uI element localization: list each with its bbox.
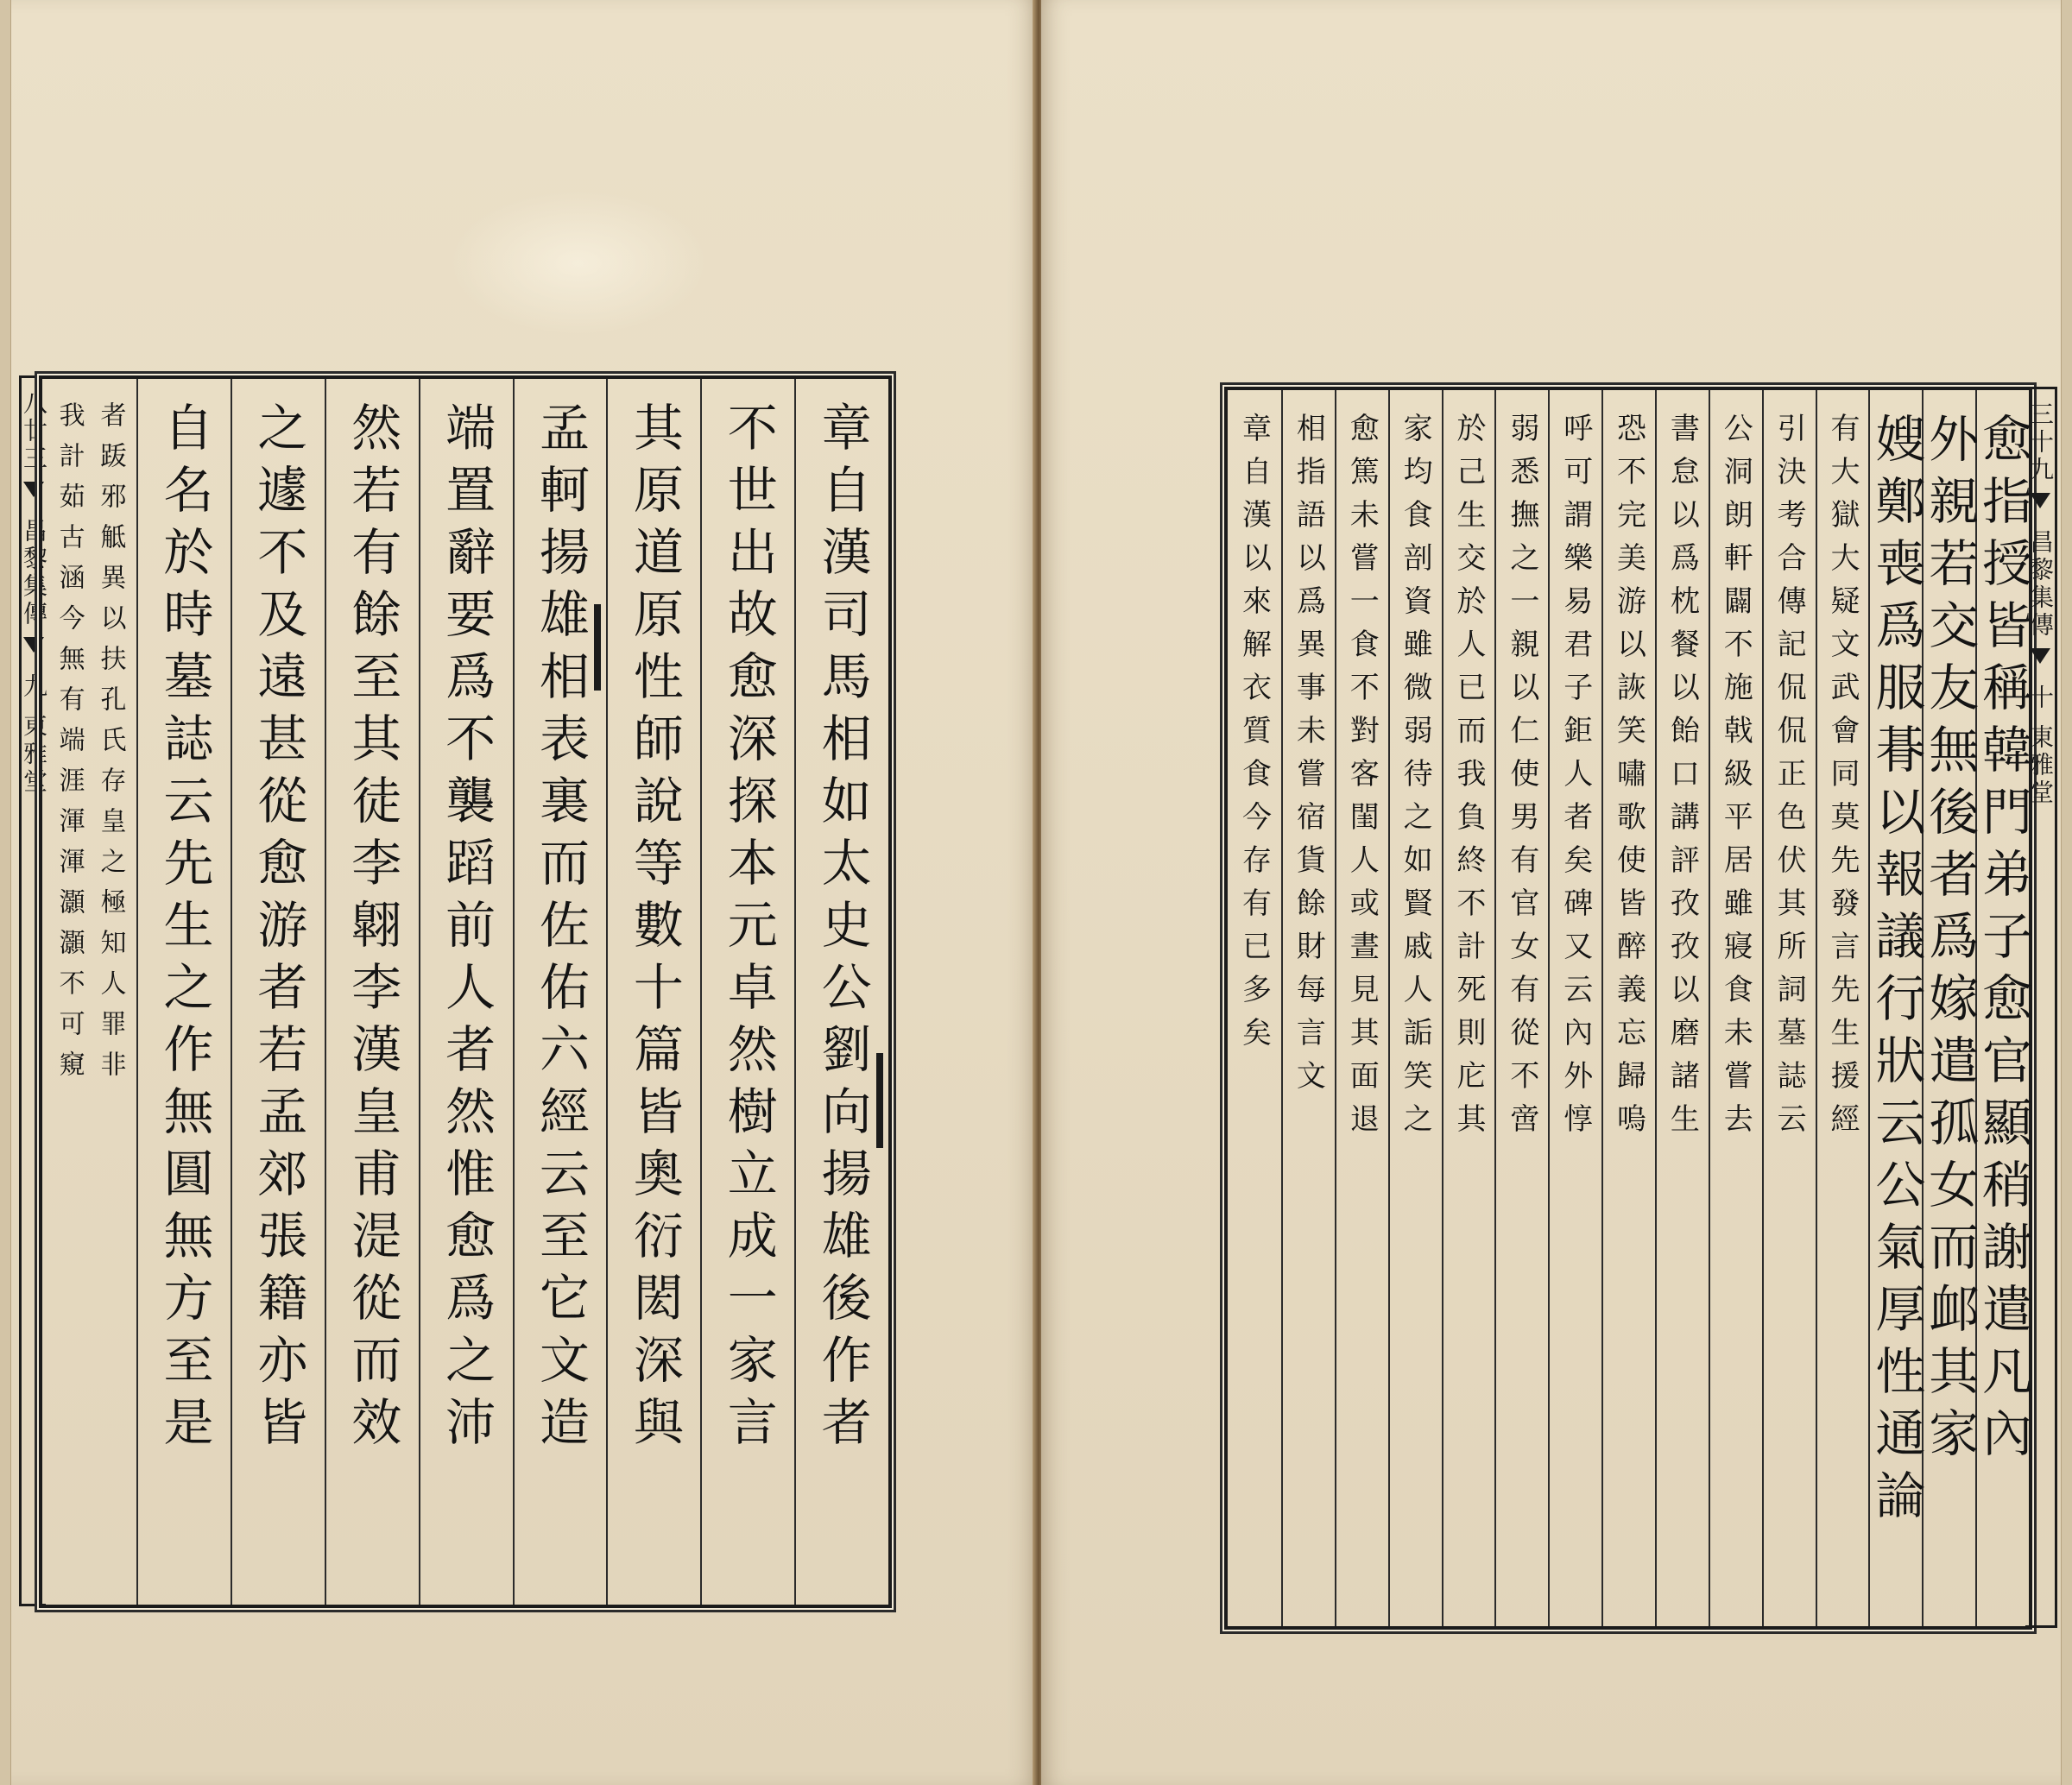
- commentary-line-b: 我計茹古涵今無有端涯渾渾灝灝不可窺: [54, 401, 85, 1091]
- column-text: 有大獄大疑文武會同莫先發言先生援經: [1824, 413, 1860, 1146]
- column-text: 愈篤未嘗一食不對客閨人或晝見其面退: [1344, 413, 1380, 1146]
- column-text: 恐不完美游以詼笑嘯歌使皆醉義忘歸嗚: [1611, 413, 1646, 1146]
- column-text: 其原道原性師說等數十篇皆奧衍閎深與: [624, 401, 684, 1458]
- left-leaf-number: 八廿三: [20, 390, 48, 473]
- column-text: 不世出故愈深探本元卓然樹立成一家言: [718, 401, 778, 1458]
- left-book-title: 昌黎集傳: [20, 518, 48, 628]
- column-text: 書怠以爲枕餐以飴口講評孜孜以磨諸生: [1665, 413, 1700, 1146]
- left-text-columns: [42, 379, 888, 1605]
- text-column-5: [419, 379, 513, 1605]
- text-column-3: [1867, 390, 1926, 1626]
- left-text-frame: [39, 375, 892, 1608]
- right-text-columns: [1228, 390, 2033, 1626]
- column-text: 相指語以爲異事未嘗宿貨餘財每言文: [1291, 413, 1326, 1103]
- commentary-line-a: 者䟦邪觝異以扶孔氏存皇之極知人罪非: [95, 401, 126, 1091]
- right-book-title: 昌黎集傳: [2026, 529, 2055, 640]
- text-column-8: [136, 379, 231, 1605]
- column-text: 章自漢司馬相如太史公劉向揚雄後作者: [812, 401, 872, 1458]
- text-column-7: [231, 379, 325, 1605]
- column-text: 嫂鄭喪爲服朞以報議行狀云公氣厚性通論: [1867, 413, 1926, 1531]
- text-column-4: [1816, 390, 1869, 1626]
- text-column-9: [42, 379, 136, 1605]
- text-column-13: [1335, 390, 1388, 1626]
- column-text: 公洞朗軒闢不施戟級平居雖寢食未嘗去: [1718, 413, 1753, 1146]
- column-text: 然若有餘至其徒李翺李漢皇甫湜從而效: [343, 401, 402, 1458]
- left-publisher: 東雅堂: [20, 713, 48, 796]
- column-text: 之遽不及遠甚從愈游者若孟郊張籍亦皆: [249, 401, 308, 1458]
- right-leaf-number: 三十九: [2026, 401, 2055, 484]
- text-column-5: [1762, 390, 1816, 1626]
- paper-stain: [449, 190, 708, 337]
- right-fore-edge: [2025, 387, 2057, 1628]
- text-column-9: [1548, 390, 1601, 1626]
- text-column-11: [1442, 390, 1495, 1626]
- punctuation-marker: [876, 1053, 883, 1148]
- text-column-2: [700, 379, 794, 1605]
- right-leaf-edge: [2061, 0, 2072, 1785]
- text-column-1: [794, 379, 888, 1605]
- text-column-4: [513, 379, 607, 1605]
- text-column-7: [1655, 390, 1709, 1626]
- right-publisher: 東雅堂: [2026, 724, 2055, 807]
- fish-tail-mark-icon: [2030, 493, 2050, 508]
- fish-tail-mark-icon: [2030, 648, 2050, 664]
- column-text: 自名於時墓誌云先生之作無圓無方至是: [155, 401, 214, 1458]
- punctuation-marker: [594, 604, 601, 691]
- text-column-15: [1228, 390, 1281, 1626]
- text-column-14: [1281, 390, 1335, 1626]
- text-column-10: [1494, 390, 1548, 1626]
- column-text: 愈指授皆稱韓門弟子愈官顯稍謝遣凡內: [1974, 413, 2033, 1469]
- column-text: 外親若交友無後者爲嫁遣孤女而䘏其家: [1920, 413, 1980, 1469]
- right-text-frame: [1224, 387, 2032, 1630]
- left-leaf-edge: [0, 0, 11, 1785]
- right-page-number: 十: [2026, 684, 2055, 712]
- text-column-6: [325, 379, 419, 1605]
- text-column-8: [1601, 390, 1655, 1626]
- column-text: 孟軻揚雄相表裏而佐佑六經云至它文造: [530, 401, 590, 1458]
- text-column-3: [606, 379, 700, 1605]
- column-text: 章自漢以來解衣質食今存有已多矣: [1236, 413, 1272, 1060]
- text-column-6: [1709, 390, 1762, 1626]
- text-column-12: [1388, 390, 1442, 1626]
- column-text: 弱悉撫之一親以仁使男有官女有從不啻: [1504, 413, 1539, 1146]
- column-text: 引決考合傳記侃侃正色伏其所詞墓誌云: [1772, 413, 1807, 1146]
- column-text: 呼可謂樂易君子鉅人者矣碑又云內外惇: [1557, 413, 1593, 1146]
- column-text: 於己生交於人已而我負終不計死則庀其: [1450, 413, 1486, 1146]
- column-text: 家均食剖資雖微弱待之如賢戚人詬笑之: [1398, 413, 1433, 1146]
- left-page-number: 九: [20, 673, 48, 701]
- column-text: 端置辭要爲不襲蹈前人者然惟愈爲之沛: [437, 401, 496, 1458]
